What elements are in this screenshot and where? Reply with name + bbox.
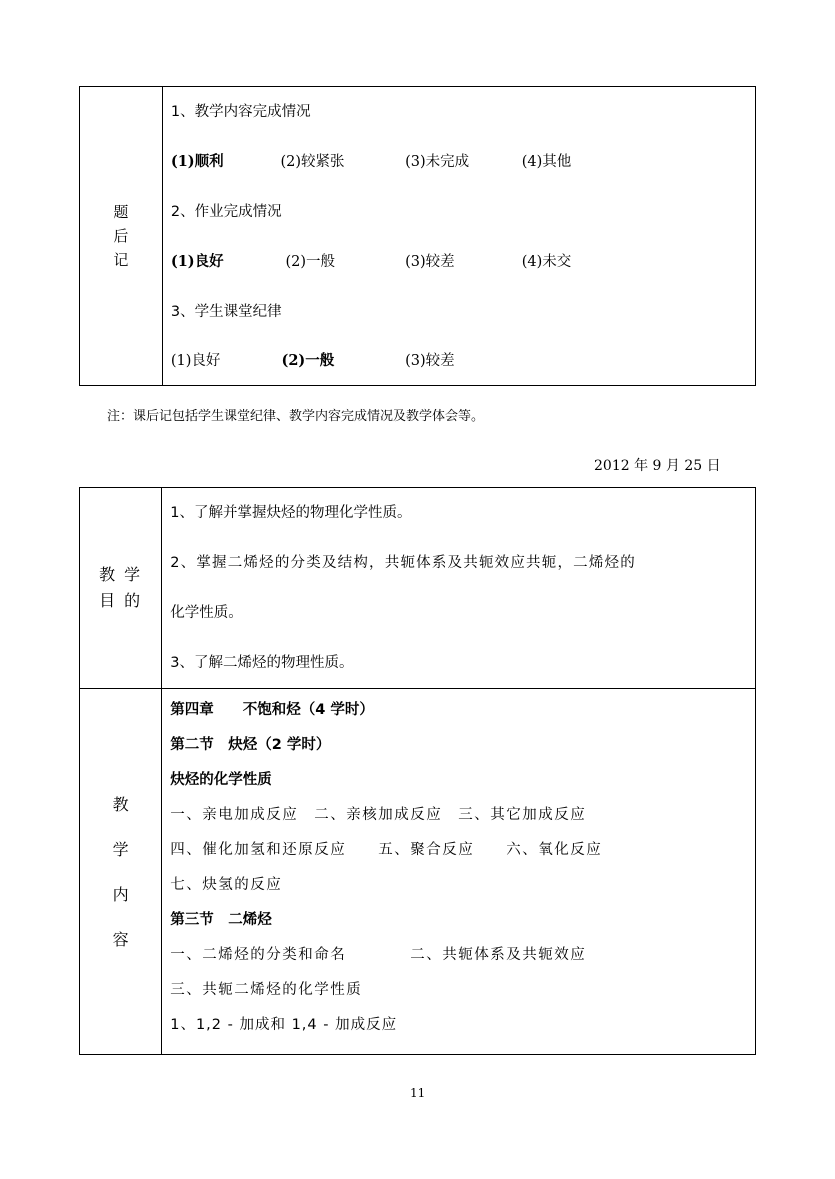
content-line-8: 一、二烯烃的分类和命名 二、共轭体系及共轭效应	[170, 947, 587, 963]
content-line-6: 七、炔氢的反应	[170, 877, 283, 893]
content-line-9: 三、共轭二烯烃的化学性质	[170, 982, 363, 998]
discipline-options: (1)良好 (2)一般 (3)较差	[170, 352, 455, 369]
page-number: 11	[410, 1086, 426, 1100]
after-class-notes-content	[162, 87, 755, 386]
homework-title: 2、作业完成情况	[170, 204, 282, 220]
objective-2: 2、掌握二烯烃的分类及结构，共轭体系及共轭效应共轭，二烯烃的	[170, 555, 636, 571]
objective-2-cont: 化学性质。	[170, 605, 243, 621]
objective-1: 1、了解并掌握炔烃的物理化学性质。	[170, 505, 412, 521]
chapter-heading: 第四章 不饱和烃（4 学时）	[170, 702, 374, 718]
content-line-5: 四、催化加氢和还原反应 五、聚合反应 六、氧化反应	[170, 842, 603, 858]
objective-3: 3、了解二烯烃的物理性质。	[170, 655, 354, 671]
objectives-content	[162, 488, 756, 689]
completion-title: 1、教学内容完成情况	[170, 104, 311, 120]
content-line-10: 1、1,2 - 加成和 1,4 - 加成反应	[170, 1017, 398, 1033]
date: 2012 年 9 月 25 日	[594, 458, 721, 474]
completion-options: (1)顺利 (2)较紧张 (3)未完成 (4)其他	[170, 153, 572, 170]
discipline-title: 3、学生课堂纪律	[170, 304, 282, 320]
footnote: 注：课后记包括学生课堂纪律、教学内容完成情况及教学体会等。	[107, 409, 485, 424]
after-class-notes-label: 题 后 记	[80, 87, 163, 386]
alkyne-chem-heading: 炔烃的化学性质	[170, 772, 272, 788]
teaching-content	[162, 689, 756, 1055]
objectives-label: 教 学 目 的	[80, 488, 162, 689]
section-2-heading: 第二节 炔烃（2 学时）	[170, 737, 331, 753]
content-line-4: 一、亲电加成反应 二、亲核加成反应 三、其它加成反应	[170, 807, 587, 823]
section-3-heading: 第三节 二烯烃	[170, 912, 272, 928]
content-label: 教 学 内 容	[80, 689, 162, 1055]
lesson-plan-table	[79, 487, 756, 1055]
homework-options: (1)良好 (2)一般 (3)较差 (4)未交	[170, 253, 572, 270]
after-class-notes-table	[79, 86, 756, 386]
